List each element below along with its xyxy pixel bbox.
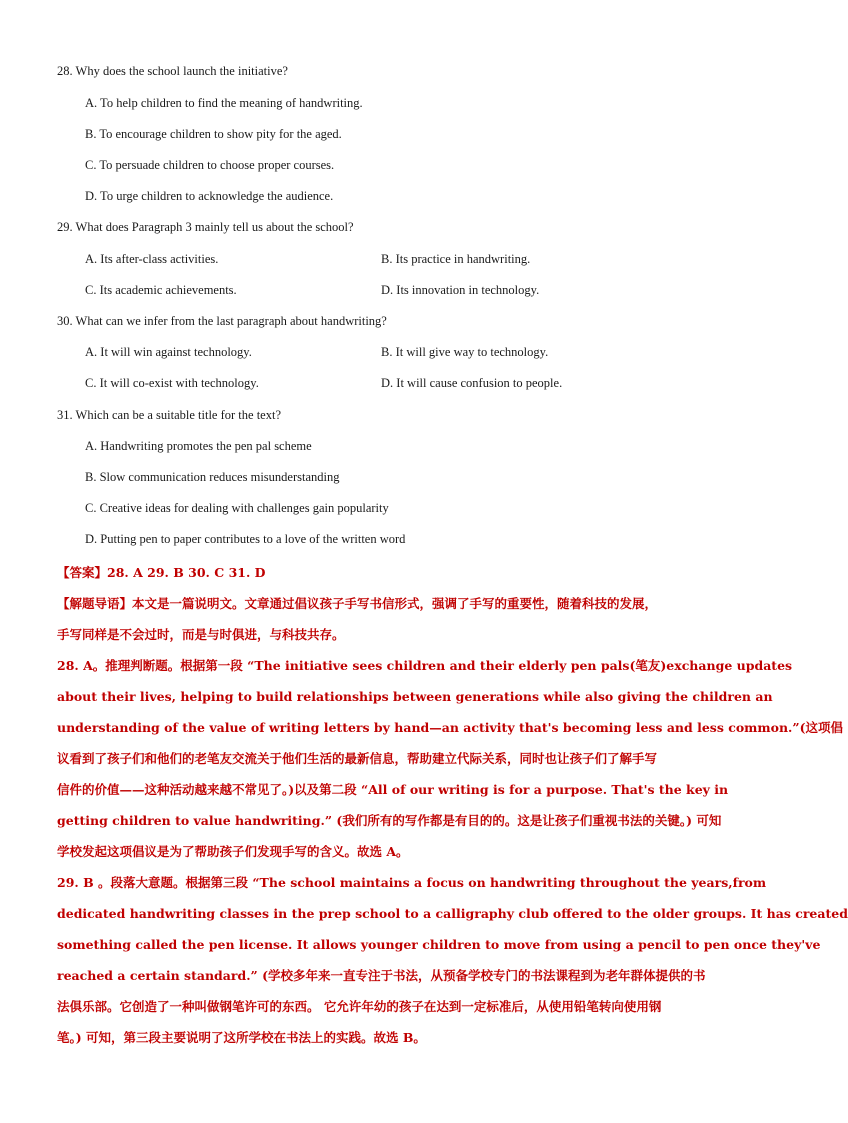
q28-option-a: A. To help children to find the meaning of handwriting. [85,96,363,110]
q29-option-c: C. Its academic achievements. [85,283,237,297]
q31-option-d: D. Putting pen to paper contributes to a love of the written word [85,532,406,546]
explanation-28 [57,650,844,867]
q29-option-d: D. Its innovation in technology. [381,283,540,297]
exp29-line-4: reached a certain standard.” (学校多年来一直专注于书法，从预备学校专门的书法课程到为老年群体提供的书 [57,968,706,983]
exp29-line-6: 笔。) 可知，第三段主要说明了这所学校在书法上的实践。故选 B。 [57,1030,426,1045]
question-31: 31. Which can be a suitable title for the text? [57,408,281,422]
exp28-line-3: understanding of the value of writing letters by hand—an activity that's becoming less and less common.”(这项倡 [57,720,844,735]
q30-option-c: C. It will co-exist with technology. [85,376,259,390]
q30-option-b: B. It will give way to technology. [381,345,549,359]
exp29-line-2: dedicated handwriting classes in the prep school to a calligraphy club offered to the older groups. It has created [57,906,848,921]
q31-option-a: A. Handwriting promotes the pen pal scheme [85,439,312,453]
question-29: 29. What does Paragraph 3 mainly tell us about the school? [57,220,354,234]
exp28-line-1: 28. A。推理判断题。根据第一段 “The initiative sees children and their elderly pen pals(笔友)exchange updates [57,658,793,673]
exp28-line-4: 议看到了孩子们和他们的老笔友交流关于他们生活的最新信息，帮助建立代际关系，同时也让孩子们了解手写 [57,751,658,766]
q31-option-c: C. Creative ideas for dealing with challenges gain popularity [85,501,389,515]
exp29-line-3: something called the pen license. It allows younger children to move from using a pencil to pen once they've [57,937,821,952]
exp29-line-5: 法俱乐部。它创造了一种叫做钢笔许可的东西。 它允许年幼的孩子在达到一定标准后，从使用铅笔转向使用钢 [57,999,662,1014]
q28-option-c: C. To persuade children to choose proper courses. [85,158,335,172]
q28-option-b: B. To encourage children to show pity for the aged. [85,127,342,141]
answer-key [57,557,737,588]
guide-line-1: 【解题导语】本文是一篇说明文。文章通过倡议孩子手写书信形式，强调了手写的重要性，随着科技的发展， [57,596,658,611]
question-30: 30. What can we infer from the last paragraph about handwriting? [57,314,387,328]
q30-option-d: D. It will cause confusion to people. [381,376,563,390]
q29-option-a: A. Its after-class activities. [85,252,219,266]
exp28-line-7: 学校发起这项倡议是为了帮助孩子们发现手写的含义。故选 A。 [57,844,409,859]
exp28-line-6: getting children to value handwriting.” (我们所有的写作都是有目的的。这是让孩子们重视书法的关键。) 可知 [57,813,722,828]
answer-line: 【答案】28. A 29. B 30. C 31. D [57,565,266,580]
q29-option-b: B. Its practice in handwriting. [381,252,531,266]
guide-line-2: 手写同样是不会过时，而是与时俱进，与科技共存。 [57,627,345,642]
question-28: 28. Why does the school launch the initiative? [57,64,288,78]
explanation-29 [57,867,848,1053]
exp28-line-5: 信件的价值——这种活动越来越不常见了。)以及第二段 “All of our writing is for a purpose. That's the key in [57,782,729,797]
exp28-line-2: about their lives, helping to build relationships between generations while also giving the children an [57,689,773,704]
exp29-line-1: 29. B 。段落大意题。根据第三段 “The school maintains a focus on handwriting throughout the years,from [57,875,767,890]
q31-option-b: B. Slow communication reduces misunderstanding [85,470,340,484]
q30-option-a: A. It will win against technology. [85,345,252,359]
guide-block [57,588,737,650]
q28-option-d: D. To urge children to acknowledge the audience. [85,189,334,203]
